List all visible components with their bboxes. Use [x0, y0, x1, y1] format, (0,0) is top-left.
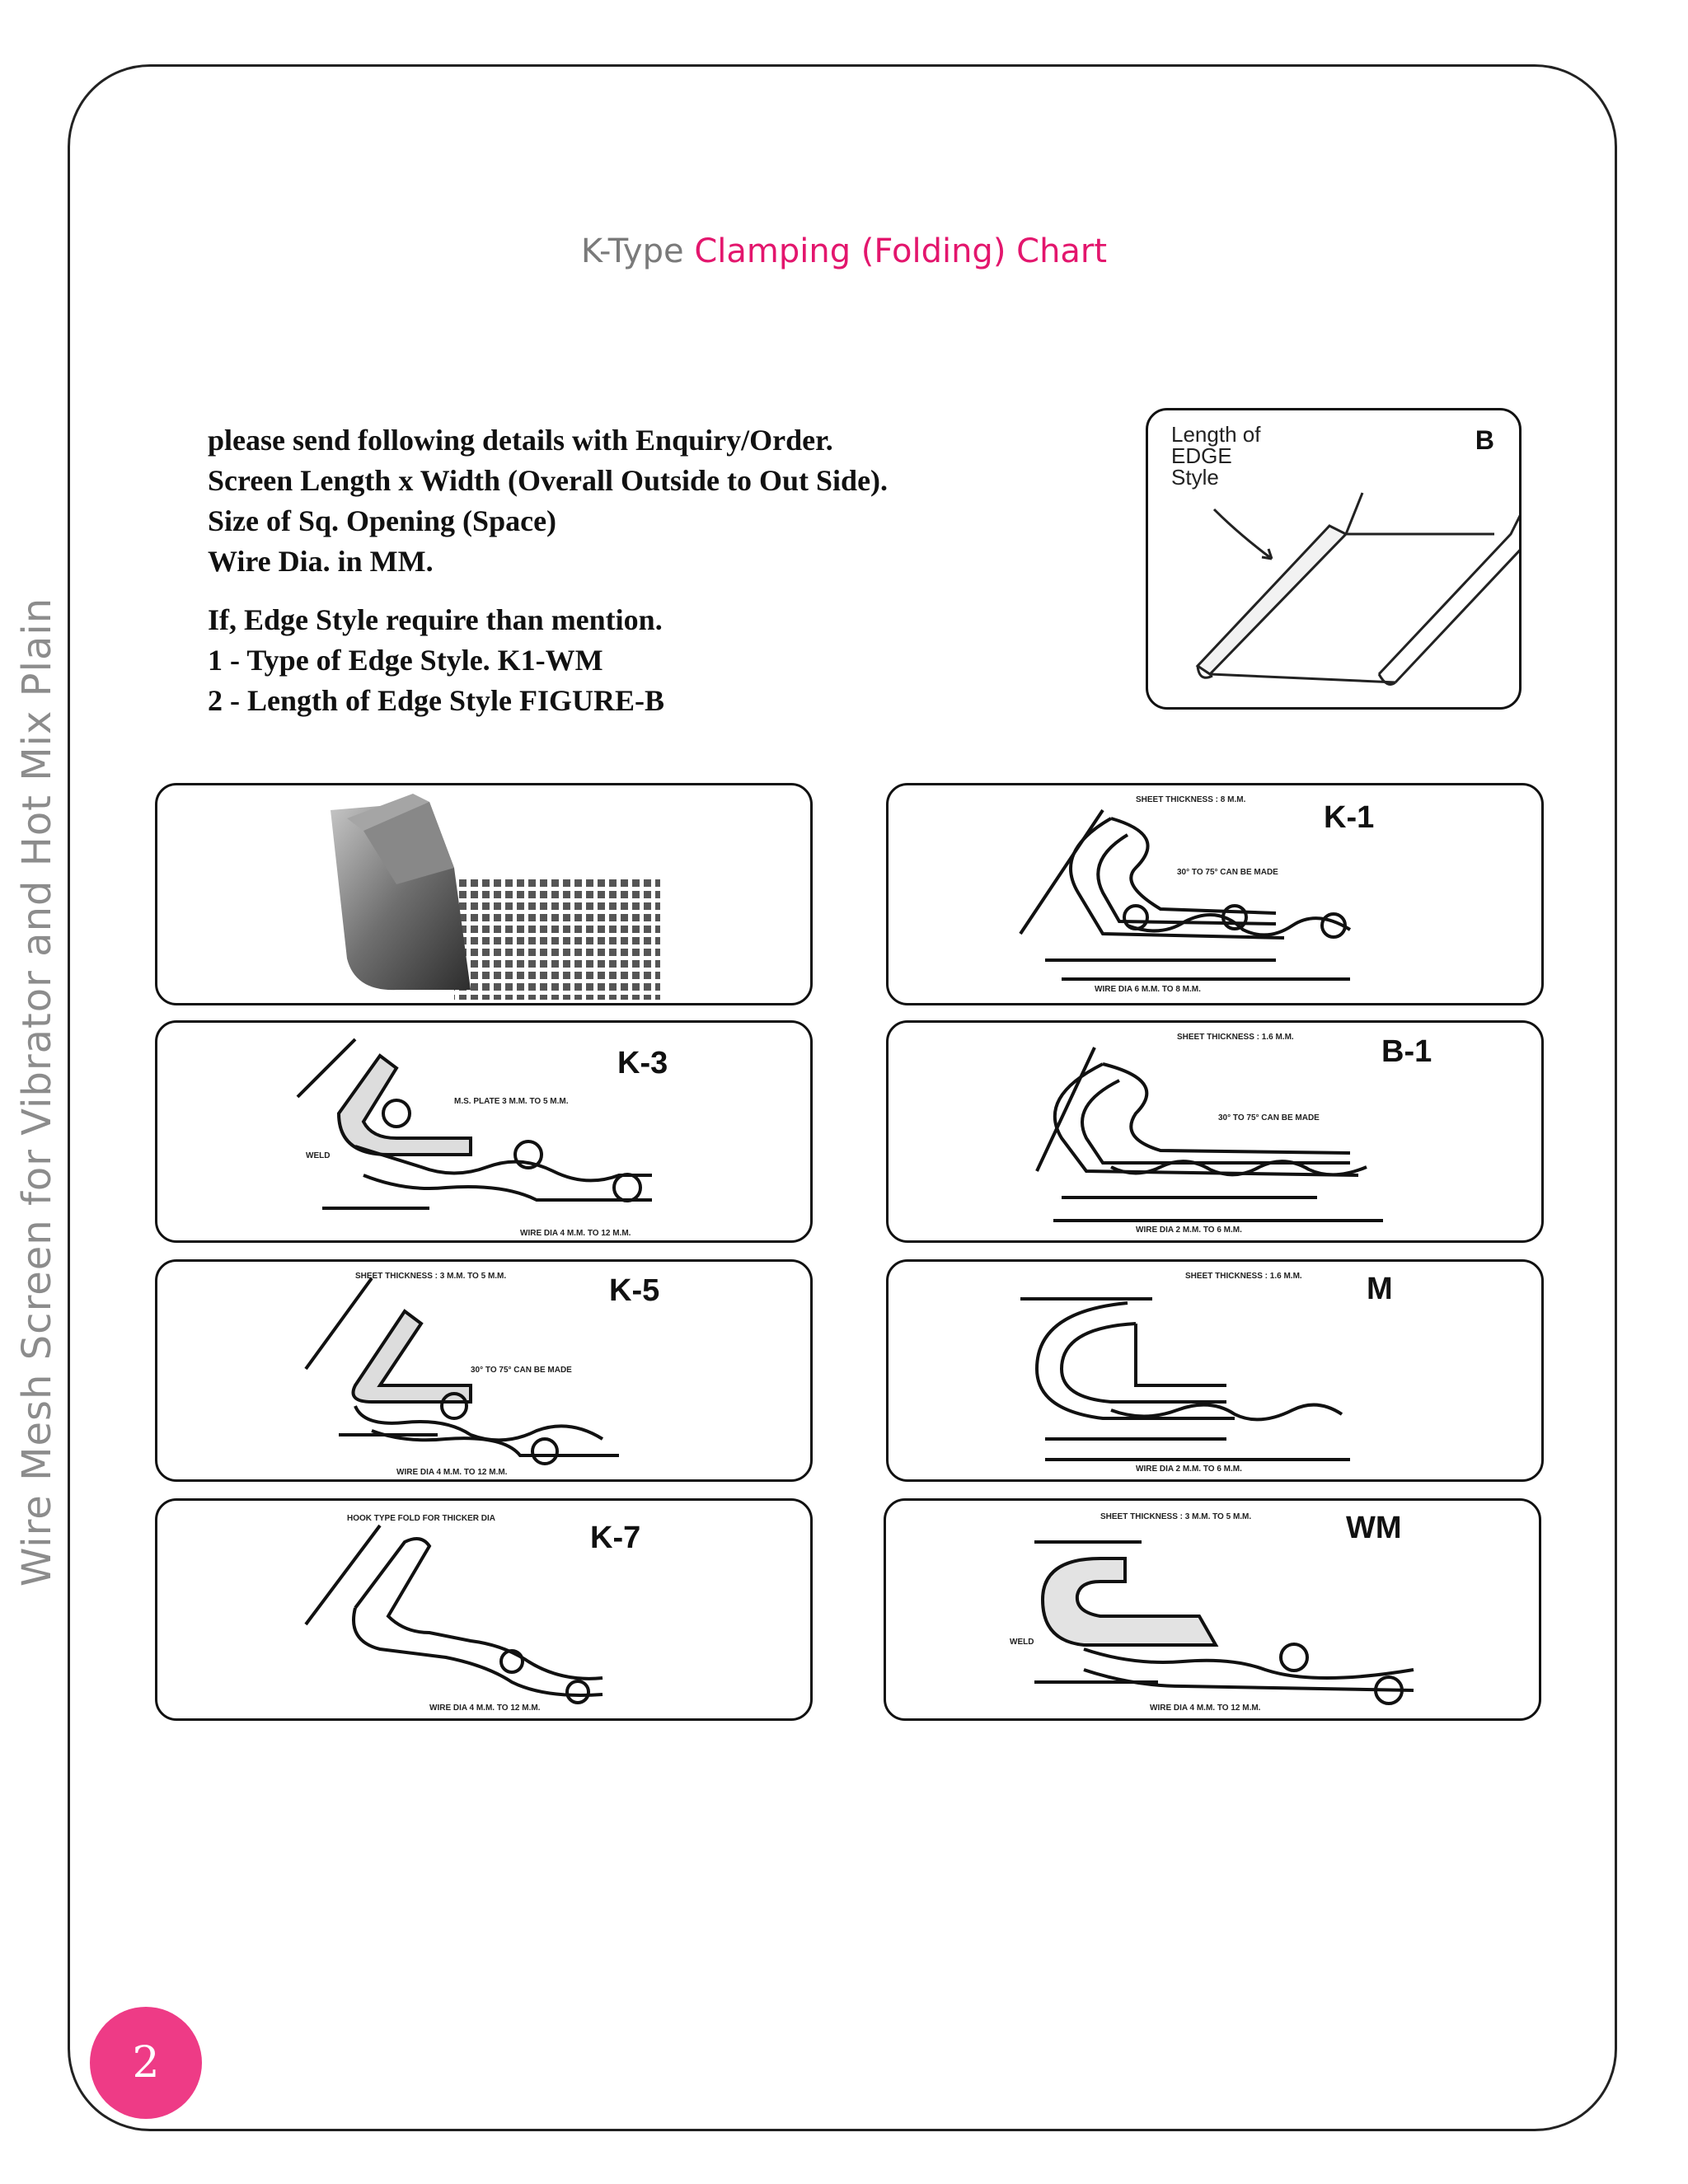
k1-drawing	[889, 785, 1544, 1005]
b1-note: WIRE DIA 2 M.M. TO 6 M.M.	[1136, 1226, 1242, 1235]
instruction-line: 2 - Length of Edge Style FIGURE-B	[208, 684, 665, 717]
instruction-line: Size of Sq. Opening (Space)	[208, 504, 557, 537]
instruction-line: 1 - Type of Edge Style. K1-WM	[208, 644, 603, 677]
k5-note: SHEET THICKNESS : 3 M.M. TO 5 M.M.	[355, 1272, 507, 1281]
m-panel	[886, 1259, 1544, 1482]
m-note: SHEET THICKNESS : 1.6 M.M.	[1185, 1272, 1302, 1281]
caption-line: EDGE	[1171, 443, 1232, 468]
caption-line: Style	[1171, 465, 1219, 490]
instruction-line: If, Edge Style require than mention.	[208, 603, 663, 636]
wm-note: SHEET THICKNESS : 3 M.M. TO 5 M.M.	[1100, 1512, 1252, 1521]
wm-note: WIRE DIA 4 M.M. TO 12 M.M.	[1150, 1704, 1261, 1713]
m-label: M	[1367, 1272, 1393, 1306]
k3-note: WELD	[306, 1151, 331, 1160]
wm-panel	[884, 1498, 1541, 1721]
heading-prefix: K-Type	[580, 232, 684, 270]
k3-label: K-3	[617, 1046, 668, 1080]
k7-note: HOOK TYPE FOLD FOR THICKER DIA	[347, 1514, 495, 1523]
k5-panel	[155, 1259, 813, 1482]
wm-label: WM	[1346, 1511, 1402, 1545]
k7-label: K-7	[590, 1521, 641, 1555]
b1-label: B-1	[1381, 1034, 1432, 1069]
b1-note: 30° TO 75° CAN BE MADE	[1218, 1113, 1320, 1122]
k5-note: WIRE DIA 4 M.M. TO 12 M.M.	[396, 1468, 508, 1477]
b1-note: SHEET THICKNESS : 1.6 M.M.	[1177, 1033, 1294, 1042]
k5-label: K-5	[609, 1273, 660, 1308]
k7-note: WIRE DIA 4 M.M. TO 12 M.M.	[429, 1704, 541, 1713]
m-drawing	[889, 1262, 1544, 1482]
wm-drawing	[886, 1501, 1541, 1721]
figure-b-label: B	[1475, 425, 1494, 455]
b1-panel	[886, 1020, 1544, 1243]
heading-highlight: Clamping (Folding) Chart	[694, 232, 1108, 270]
b1-drawing	[889, 1023, 1544, 1243]
instruction-line: Screen Length x Width (Overall Outside to Out Side).	[208, 464, 889, 497]
page-number-badge: 2	[90, 2007, 202, 2119]
edge-style-drawing	[1148, 410, 1522, 710]
k7-panel	[155, 1498, 813, 1721]
k1-note: WIRE DIA 6 M.M. TO 8 M.M.	[1095, 985, 1201, 994]
k1-note: 30° TO 75° CAN BE MADE	[1177, 868, 1278, 877]
k3-drawing	[157, 1023, 813, 1243]
order-instructions	[208, 420, 1114, 721]
k7-drawing	[157, 1501, 813, 1721]
edge-photo-panel	[155, 783, 813, 1005]
instruction-line: please send following details with Enquiry/Order.	[208, 424, 833, 457]
k5-drawing	[157, 1262, 813, 1482]
k1-label: K-1	[1324, 800, 1375, 835]
wm-note: WELD	[1010, 1638, 1034, 1647]
k1-panel	[886, 783, 1544, 1005]
caption-line: Length of	[1171, 422, 1261, 447]
page-heading	[0, 232, 1688, 270]
k1-note: SHEET THICKNESS : 8 M.M.	[1136, 795, 1246, 804]
k5-note: 30° TO 75° CAN BE MADE	[471, 1366, 572, 1375]
k3-panel	[155, 1020, 813, 1243]
side-title: Wire Mesh Screen for Vibrator and Hot Mix Plain	[14, 597, 60, 1587]
k3-note: M.S. PLATE 3 M.M. TO 5 M.M.	[454, 1097, 569, 1106]
instruction-line: Wire Dia. in MM.	[208, 545, 434, 578]
k3-note: WIRE DIA 4 M.M. TO 12 M.M.	[520, 1229, 631, 1238]
edge-photo	[157, 785, 813, 1005]
m-note: WIRE DIA 2 M.M. TO 6 M.M.	[1136, 1465, 1242, 1474]
figure-b-panel	[1146, 408, 1522, 710]
